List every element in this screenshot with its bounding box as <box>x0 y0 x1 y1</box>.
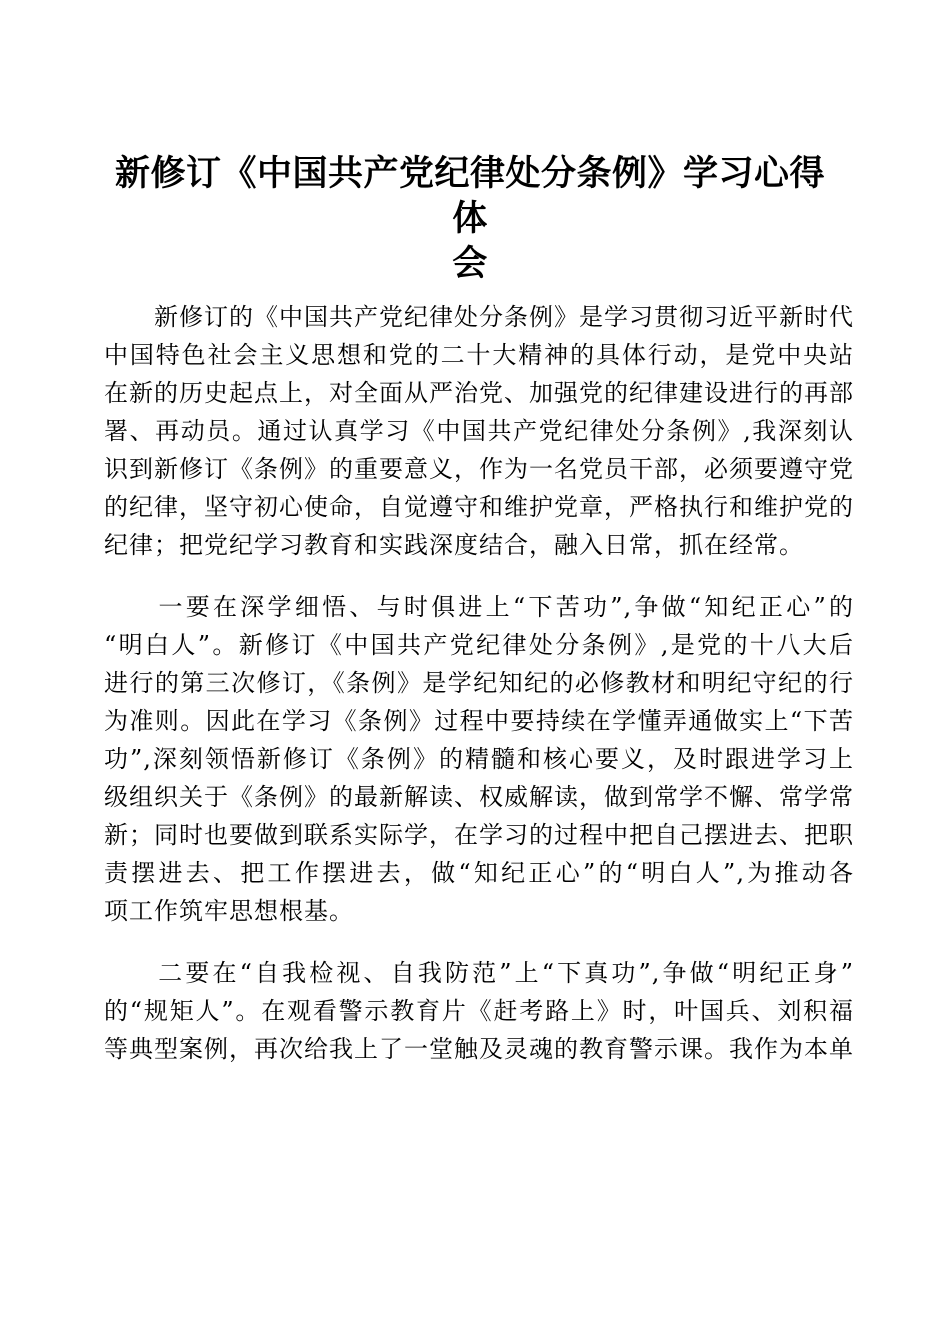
text-line: 的“规矩人”。在观看警示教育片《赶考路上》时，叶国兵、刘积福 <box>104 997 854 1025</box>
text-line: 在新的历史起点上，对全面从严治党、加强党的纪律建设进行的再部 <box>104 379 854 407</box>
paragraph-3 <box>104 954 854 1068</box>
text-line: 纪律；把党纪学习教育和实践深度结合，融入日常，抓在经常。 <box>104 531 804 559</box>
text-line: 识到新修订《条例》的重要意义，作为一名党员干部，必须要遵守党 <box>104 455 854 483</box>
text-line: 为准则。因此在学习《条例》过程中要持续在学懂弄通做实上“下苦 <box>104 707 854 735</box>
text-line: 级组织关于《条例》的最新解读、权威解读，做到常学不懈、常学常 <box>104 783 854 811</box>
text-line: 一要在深学细悟、与时俱进上“下苦功”,争做“知纪正心”的 <box>104 593 854 621</box>
text-line: 新修订的《中国共产党纪律处分条例》是学习贯彻习近平新时代 <box>104 303 854 331</box>
text-line: 进行的第三次修订，《条例》是学纪知纪的必修教材和明纪守纪的行 <box>104 669 854 697</box>
document-body <box>104 298 854 1068</box>
paragraph-2 <box>104 588 854 930</box>
paragraph-gap <box>104 564 854 588</box>
paragraph-gap <box>104 930 854 954</box>
document-title <box>100 152 840 287</box>
title-line-2: 会 <box>452 244 488 284</box>
text-line: 的纪律，坚守初心使命，自觉遵守和维护党章，严格执行和维护党的 <box>104 493 854 521</box>
text-line: 责摆进去、把工作摆进去，做“知纪正心”的“明白人”,为推动各 <box>104 859 854 887</box>
title-line-1: 新修订《中国共产党纪律处分条例》学习心得体 <box>114 154 825 239</box>
text-line: 等典型案例，再次给我上了一堂触及灵魂的教育警示课。我作为本单 <box>104 1035 854 1063</box>
text-line: 新；同时也要做到联系实际学，在学习的过程中把自己摆进去、把职 <box>104 821 854 849</box>
text-line: 署、再动员。通过认真学习《中国共产党纪律处分条例》,我深刻认 <box>104 417 854 445</box>
text-line: 中国特色社会主义思想和党的二十大精神的具体行动，是党中央站 <box>104 341 854 369</box>
text-line: 二要在“自我检视、自我防范”上“下真功”,争做“明纪正身” <box>104 959 854 987</box>
paragraph-1 <box>104 298 854 564</box>
text-line: “明白人”。新修订《中国共产党纪律处分条例》,是党的十八大后 <box>104 631 854 659</box>
text-line: 功”,深刻领悟新修订《条例》的精髓和核心要义，及时跟进学习上 <box>104 745 854 773</box>
text-line: 项工作筑牢思想根基。 <box>104 897 354 925</box>
